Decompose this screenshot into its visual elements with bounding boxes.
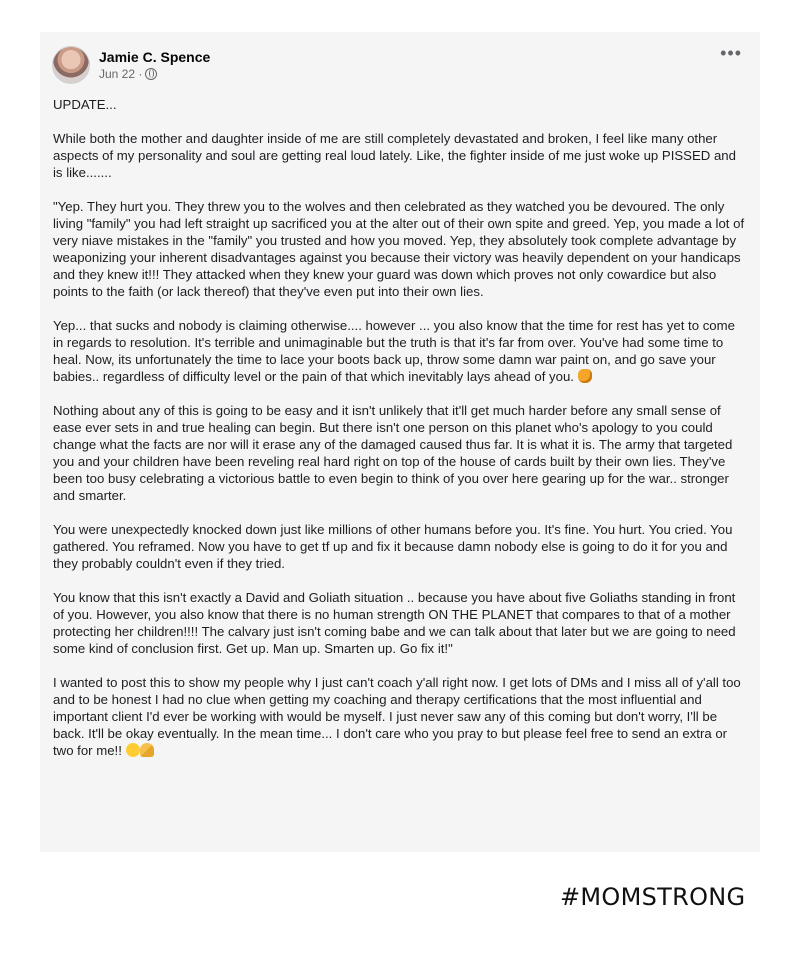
- post-timestamp[interactable]: [99, 66, 210, 82]
- globe-icon: [145, 68, 157, 80]
- author-name[interactable]: Jamie C. Spence: [99, 49, 211, 65]
- post-body: [53, 96, 748, 776]
- post-date[interactable]: Jun 22 ·: [99, 67, 143, 81]
- post-paragraph-text: Yep... that sucks and nobody is claiming otherwise.... however ... you also know that the time for rest has yet to come in regards to resolution. It's terrible and unimaginable but the truth is that it's far from over. You've had some time to heal. Now, its unfortunately the time to lace your boots back up, throw some damn war paint on, and go save your babies.. regardless of difficulty level or the pain of that which inevitably lays ahead of you.: [53, 318, 735, 384]
- folded-hands-emoji-icon: [140, 743, 154, 757]
- post-paragraph: You know that this isn't exactly a David and Goliath situation .. because you have about five Goliaths standing in front of you. However, you also know that there is no human strength ON THE PLANET that compares to that of a mother protecting her children!!!! The calvary just isn't coming babe and we can talk about that later but we are going to need some kind of conclusion first. Get up. Man up. Smarten up. Go fix it!": [53, 590, 736, 656]
- more-options-icon[interactable]: •••: [720, 43, 742, 63]
- post-paragraph: You were unexpectedly knocked down just like millions of other humans before you. It's fine. You hurt. You cried. You gathered. You reframed. Now you have to get tf up and fix it because damn nobody else is going to do it for you and they probably couldn't even if they tried.: [53, 522, 733, 571]
- post-paragraph: [53, 674, 748, 759]
- people-hugging-emoji-icon: [578, 369, 592, 383]
- post-paragraph-text: I wanted to post this to show my people why I just can't coach y'all right now. I get lots of DMs and I miss all of y'all too and to be honest I had no clue when getting my coaching and therapy certifications that the most influential and important client I'd ever be working with would be myself. I just never saw any of this coming but don't worry, I'll be back. It'll be okay eventually. In the mean time... I don't care who you pray to but please feel free to send an extra or two for me!!: [53, 675, 741, 758]
- post-paragraph: [53, 317, 748, 385]
- author-avatar[interactable]: [52, 46, 90, 84]
- post-header: [52, 46, 210, 84]
- post-card: [40, 32, 760, 852]
- caption-hashtag: #MOMSTRONG: [560, 883, 746, 911]
- post-paragraph: While both the mother and daughter inside of me are still completely devastated and broken, I feel like many other aspects of my personality and soul are getting real loud lately. Like, the fighter inside of me just woke up PISSED and is like.......: [53, 131, 736, 180]
- winking-face-emoji-icon: [126, 743, 140, 757]
- post-paragraph: Nothing about any of this is going to be easy and it isn't unlikely that it'll get much harder before any small sense of ease ever sets in and true healing can begin. But there isn't one person on this planet who's apology to you could change what the facts are nor will it erase any of the damaged caused thus far. It is what it is. The army that targeted you and your children have been reveling real hard right on top of the house of cards built by their own lies. They've been too busy celebrating a victorious battle to even begin to think of you over here gearing up for the war.. stronger and smarter.: [53, 403, 733, 503]
- post-paragraph: UPDATE...: [53, 97, 117, 112]
- post-meta: [99, 48, 210, 82]
- post-paragraph: "Yep. They hurt you. They threw you to the wolves and then celebrated as they watched you be devoured. The only living "family" you had left straight up sacrificed you at the alter out of their own spite and greed. Yep, you made a lot of very niave mistakes in the "family" you trusted and how you moved. Yep, they absolutely took complete advantage by weaponizing your inherent disadvantages against you because their victory was heavily dependent on your handicaps and they knew it!!! They attacked when they knew your guard was down which proves not only cowardice but also points to the faith (or lack thereof) that they've even put into their own lies.: [53, 199, 745, 299]
